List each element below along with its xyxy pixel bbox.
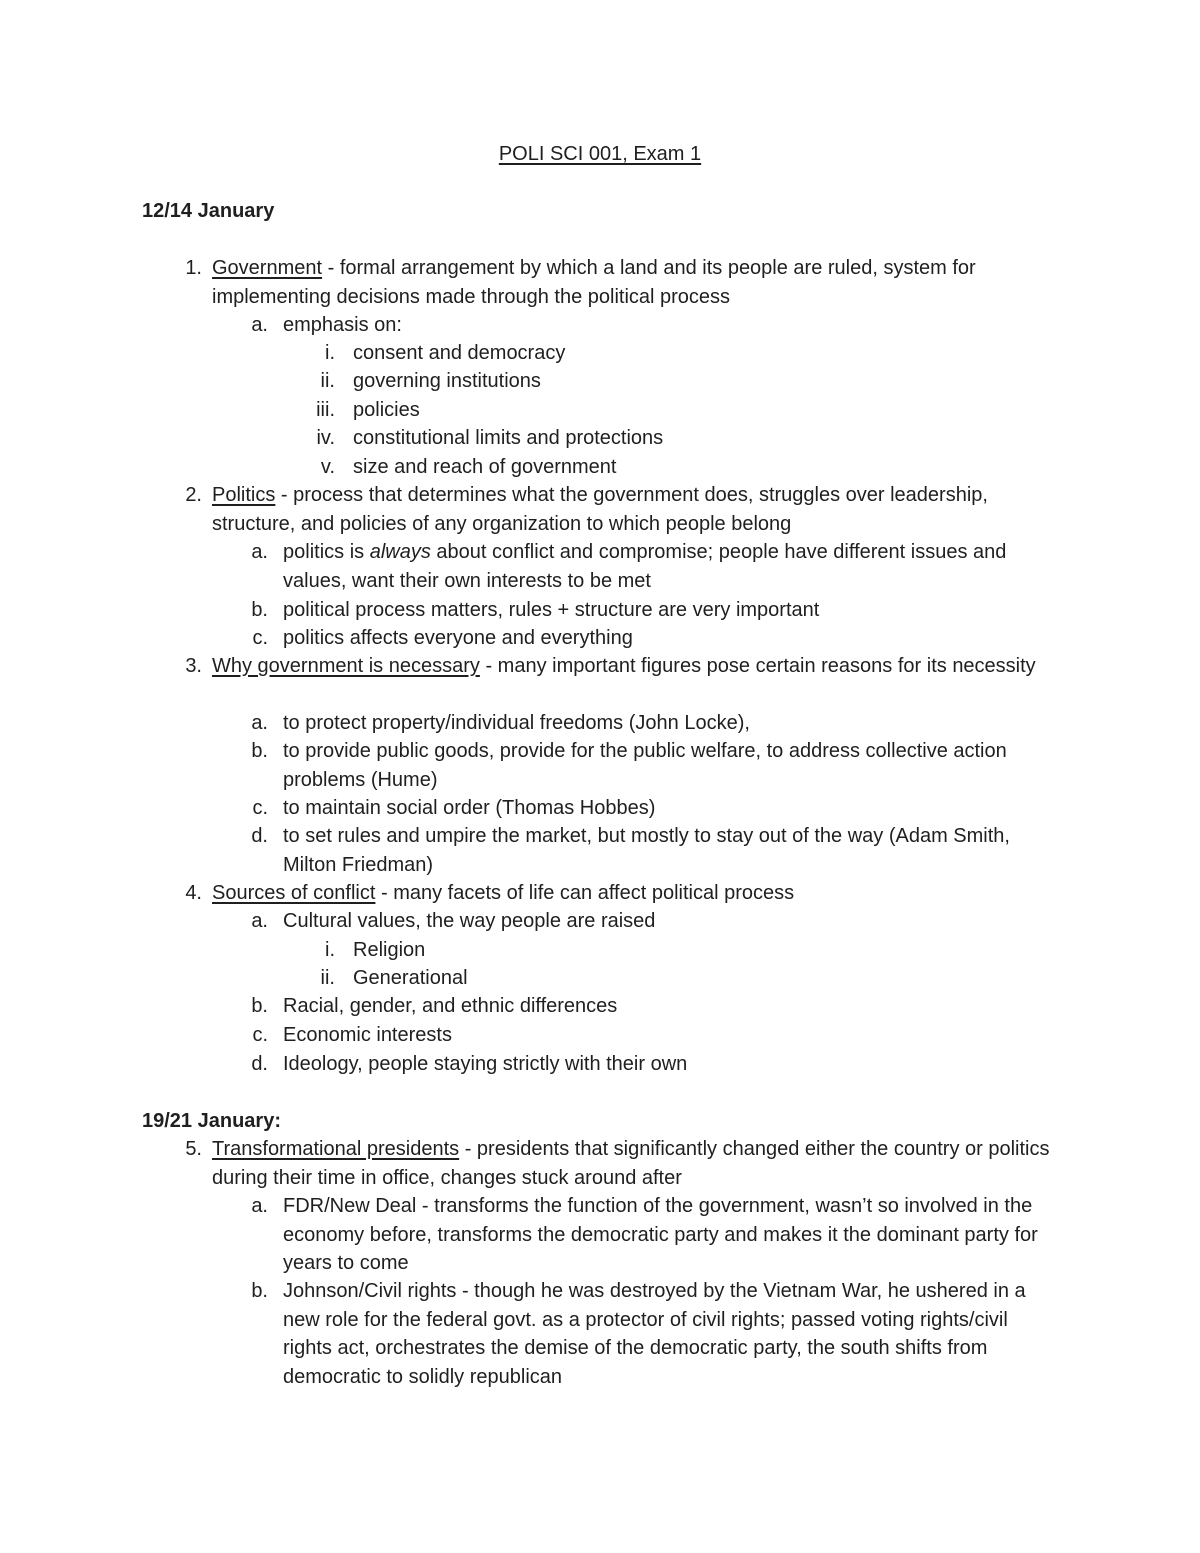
list-item-transformational-presidents (185, 1135, 1057, 1192)
list-marker: 4. (185, 882, 202, 904)
list-marker: ii. (320, 370, 335, 392)
document-title: POLI SCI 001, Exam 1 (498, 143, 702, 165)
term-label: Sources of conflict (212, 882, 376, 904)
list-item (316, 396, 1053, 425)
list-item-text: to protect property/individual freedoms (John Locke), (283, 712, 750, 734)
list-marker: a. (251, 1195, 268, 1217)
term-label: Transformational presidents (212, 1138, 460, 1160)
list-item-text: Racial, gender, and ethnic differences (283, 995, 618, 1017)
list-item-text: Ideology, people staying strictly with their own (283, 1053, 688, 1075)
list-marker: c. (252, 627, 268, 649)
list-item (251, 1277, 1058, 1391)
text-segment: about conflict and compromise; people have different issues and values, want their own interests to be met (283, 541, 1007, 592)
list-marker: i. (325, 939, 335, 961)
list-item (251, 737, 1058, 794)
list-marker: v. (320, 456, 335, 478)
list-item-text: FDR/New Deal - transforms the function of the government, wasn’t so involved in the economy before, transforms the democratic party and makes it the dominant party for years to come (283, 1195, 1038, 1274)
list-marker: d. (251, 825, 268, 847)
list-marker: b. (251, 599, 268, 621)
list-item-government (185, 254, 1057, 311)
list-item (325, 339, 1053, 368)
list-item-text (283, 538, 1058, 595)
list-item-text: to set rules and umpire the market, but mostly to stay out of the way (Adam Smith, Milton Friedman) (283, 825, 1010, 876)
list-item-text: governing institutions (353, 370, 541, 392)
section-heading: 19/21 January: (142, 1110, 281, 1132)
list-item-text: Johnson/Civil rights - though he was destroyed by the Vietnam War, he ushered in a new role for the federal govt. as a protector of civil rights; passed voting rights/civil rights act, orchestrates the demise of the democratic party, the south shifts from democratic to solidly republican (283, 1280, 1026, 1388)
list-item (251, 596, 1058, 625)
list-marker: ii. (320, 967, 335, 989)
list-item-text: to maintain social order (Thomas Hobbes) (283, 797, 656, 819)
list-item (325, 936, 1053, 965)
list-marker: iv. (316, 427, 335, 449)
list-item (252, 624, 1058, 653)
list-item-why-government (185, 652, 1057, 681)
list-marker: c. (252, 1024, 268, 1046)
list-item-text: Cultural values, the way people are raised (283, 910, 656, 932)
list-marker: b. (251, 995, 268, 1017)
list-item-text: Economic interests (283, 1024, 452, 1046)
list-marker: b. (251, 740, 268, 762)
list-item-text: emphasis on: (283, 314, 402, 336)
list-marker: d. (251, 1053, 268, 1075)
list-item (316, 424, 1053, 453)
list-item (251, 822, 1058, 879)
list-item-text: policies (353, 399, 420, 421)
term-definition: - many facets of life can affect political process (375, 882, 795, 904)
term-definition: - process that determines what the government does, struggles over leadership, structure, and policies of any organization to which people belong (212, 484, 988, 535)
list-item (320, 367, 1053, 396)
list-item-text (212, 481, 1057, 538)
list-item-text: size and reach of government (353, 456, 617, 478)
list-item (252, 794, 1058, 823)
list-item-text: consent and democracy (353, 342, 566, 364)
list-item (320, 964, 1053, 993)
list-marker: a. (251, 712, 268, 734)
list-item (252, 1021, 1058, 1050)
list-item-text (212, 652, 1057, 681)
list-item (320, 453, 1053, 482)
list-item (251, 311, 1058, 340)
term-label: Government (212, 257, 323, 279)
list-item-text: Generational (353, 967, 468, 989)
list-marker: a. (251, 541, 268, 563)
term-definition: - many important figures pose certain reasons for its necessity (479, 655, 1036, 677)
list-marker: 5. (185, 1138, 202, 1160)
list-item-text: politics affects everyone and everything (283, 627, 633, 649)
list-marker: i. (325, 342, 335, 364)
list-item-text: constitutional limits and protections (353, 427, 664, 449)
text-segment: politics is (283, 541, 370, 563)
list-marker: a. (251, 314, 268, 336)
list-item-text: to provide public goods, provide for the public welfare, to address collective action problems (Hume) (283, 740, 1007, 791)
list-marker: a. (251, 910, 268, 932)
list-item (251, 1192, 1058, 1278)
list-item-text (212, 1135, 1057, 1192)
list-item-sources-of-conflict (185, 879, 1057, 908)
list-item-text (212, 879, 1057, 908)
list-marker: b. (251, 1280, 268, 1302)
list-marker: 1. (185, 257, 202, 279)
term-definition: - formal arrangement by which a land and its people are ruled, system for implementing decisions made through the political process (212, 257, 976, 308)
list-item-politics (185, 481, 1057, 538)
list-item (251, 1050, 1058, 1079)
list-item (251, 907, 1058, 936)
list-marker: c. (252, 797, 268, 819)
list-item (251, 709, 1058, 738)
list-item-text: Religion (353, 939, 426, 961)
term-label: Politics (212, 484, 276, 506)
list-marker: iii. (316, 399, 335, 421)
term-definition: - presidents that significantly changed either the country or politics during their time in office, changes stuck around after (212, 1138, 1050, 1189)
list-marker: 2. (185, 484, 202, 506)
section-heading: 12/14 January (142, 200, 275, 222)
list-marker: 3. (185, 655, 202, 677)
list-item (251, 992, 1058, 1021)
list-item-text (212, 254, 1057, 311)
term-label: Why government is necessary (212, 655, 480, 677)
emphasis-text: always (369, 541, 431, 563)
list-item (251, 538, 1058, 595)
list-item-text: political process matters, rules + structure are very important (283, 599, 820, 621)
